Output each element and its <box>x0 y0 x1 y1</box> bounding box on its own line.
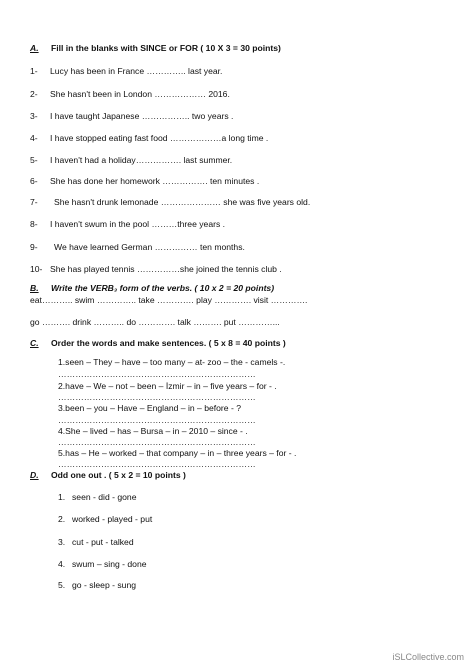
section-d-item-1: 1. seen - did - gone <box>58 492 137 502</box>
section-c-prompt-3: 3.been – you – Have – England – in – before - ? <box>58 403 241 413</box>
section-a-item-10: 10- She has played tennis ……………she joined the tennis club . <box>30 264 282 274</box>
section-c-letter: C. <box>30 338 39 348</box>
section-a-letter: A. <box>30 43 39 53</box>
section-a-item-3: 3- I have taught Japanese …………….. two years . <box>30 111 234 121</box>
section-c-answer-3: …………………………………………………………… <box>58 415 256 425</box>
section-a-title: Fill in the blanks with SINCE or FOR ( 10 X 3 = 30 points) <box>50 43 281 53</box>
section-d-item-5: 5. go - sleep - sung <box>58 580 137 590</box>
section-a-item-9: 9- We have learned German …………… ten months. <box>30 242 245 252</box>
section-b-row-1: eat……….. swim ………….. take …………. play …………. visit …………. <box>30 295 308 305</box>
section-a-item-8: 8- I haven't swum in the pool ………three years . <box>30 219 226 229</box>
section-a-item-7: 7- She hasn't drunk lemonade ………………… she was five years old. <box>30 197 311 207</box>
section-a-item-6: 6- She has done her homework ……………. ten minutes . <box>30 176 260 186</box>
section-a-item-5: 5- I haven't had a holiday……………. last summer. <box>30 155 233 165</box>
section-b-letter: B. <box>30 283 39 293</box>
section-d-item-4: 4. swum – sing - done <box>58 559 147 569</box>
section-c-answer-4: …………………………………………………………… <box>58 437 256 447</box>
section-d-letter: D. <box>30 470 39 480</box>
section-c-answer-5: …………………………………………………………… <box>58 459 256 469</box>
section-b-header <box>30 283 274 294</box>
footer-watermark: iSLCollective.com <box>392 652 464 662</box>
section-c-prompt-4: 4.She – lived – has – Bursa – in – 2010 – since - . <box>58 426 248 436</box>
section-a-header <box>30 43 281 54</box>
section-c-prompt-2: 2.have – We – not – been – İzmir – in – five years – for - . <box>58 381 277 391</box>
section-b-row-2: go ………. drink ……….. do …………. talk ………. put …………... <box>30 317 280 327</box>
section-d-item-2: 2. worked - played - put <box>58 514 153 524</box>
section-a-item-4: 4- I have stopped eating fast food ………………a long time . <box>30 133 269 143</box>
section-d-header <box>30 470 186 481</box>
section-c-title: Order the words and make sentences. ( 5 x 8 = 40 points ) <box>50 338 286 348</box>
section-c-header <box>30 338 286 349</box>
section-d-title: Odd one out . ( 5 x 2 = 10 points ) <box>50 470 186 480</box>
section-d-item-3: 3. cut - put - talked <box>58 537 134 547</box>
section-c-answer-1: …………………………………………………………… <box>58 369 256 379</box>
section-c-prompt-5: 5.has – He – worked – that company – in – three years – for - . <box>58 448 297 458</box>
section-c-answer-2: …………………………………………………………… <box>58 392 256 402</box>
section-b-title: Write the VERB₃ form of the verbs. ( 10 x 2 = 20 points) <box>50 283 275 293</box>
section-c-prompt-1: 1.seen – They – have – too many – at- zoo – the - camels -. <box>58 357 286 367</box>
section-a-item-1: 1- Lucy has been in France ………….. last year. <box>30 66 223 76</box>
section-a-item-2: 2- She hasn't been in London ……………… 2016. <box>30 89 230 99</box>
